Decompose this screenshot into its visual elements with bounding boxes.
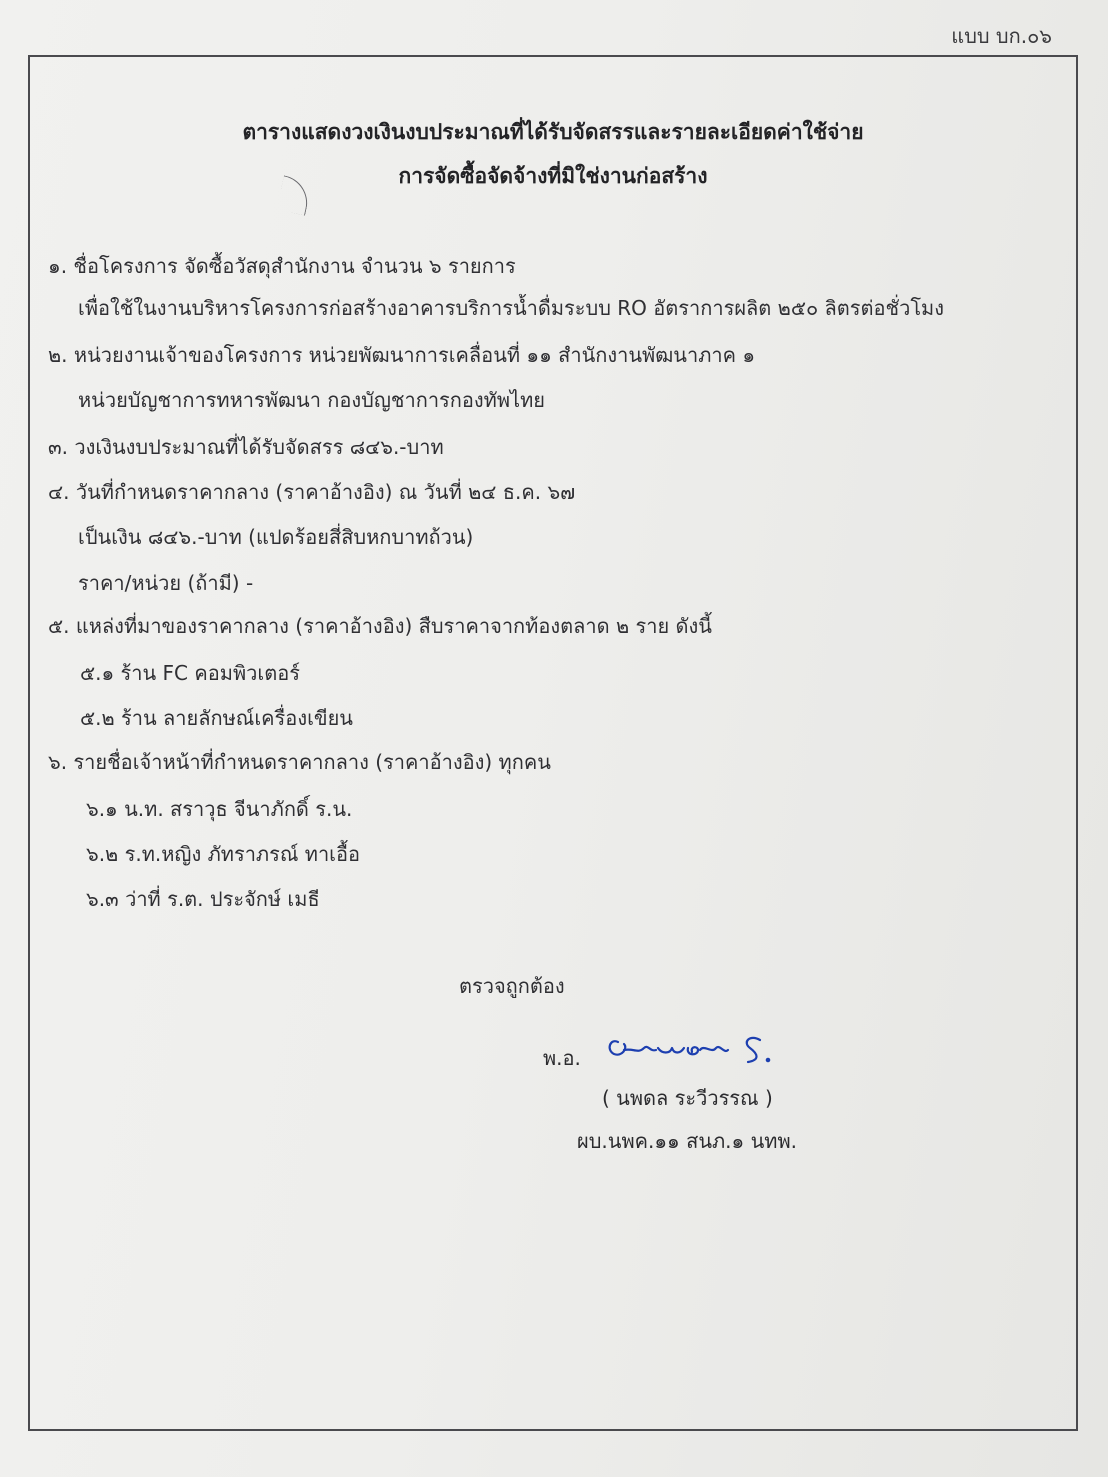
signer-position: ผบ.นพค.๑๑ สนภ.๑ นทพ. — [577, 1129, 797, 1153]
item-6-1-official: ๖.๑ น.ท. สราวุธ จีนาภักดิ์ ร.น. — [86, 797, 353, 821]
verified-text: ตรวจถูกต้อง — [459, 974, 565, 998]
item-6-3-official: ๖.๓ ว่าที่ ร.ต. ประจักษ์ เมธี — [86, 887, 320, 911]
signer-name: ( นพดล ระวีวรรณ ) — [602, 1086, 773, 1110]
handwritten-signature — [600, 1024, 780, 1074]
title-line-1: ตารางแสดงวงเงินงบประมาณที่ได้รับจัดสรรและรายละเอียดค่าใช้จ่าย — [242, 120, 864, 144]
title-line-2: การจัดซื้อจัดจ้างที่มิใช่งานก่อสร้าง — [398, 164, 708, 188]
form-code: แบบ บก.๐๖ — [951, 24, 1052, 48]
item-2-owner-command: หน่วยบัญชาการทหารพัฒนา กองบัญชาการกองทัพไทย — [78, 388, 546, 412]
item-6-officials: ๖. รายชื่อเจ้าหน้าที่กำหนดราคากลาง (ราคาอ้างอิง) ทุกคน — [48, 750, 551, 774]
item-1-purpose: เพื่อใช้ในงานบริหารโครงการก่อสร้างอาคารบริการน้ำดื่มระบบ RO อัตราการผลิต ๒๕๐ ลิตรต่อชั่วโมง — [78, 296, 945, 320]
item-6-2-official: ๖.๒ ร.ท.หญิง ภัทราภรณ์ ทาเอื้อ — [86, 842, 361, 866]
item-4-reference-date: ๔. วันที่กำหนดราคากลาง (ราคาอ้างอิง) ณ วันที่ ๒๔ ธ.ค. ๖๗ — [48, 480, 576, 504]
item-1-project-name: ๑. ชื่อโครงการ จัดซื้อวัสดุสำนักงาน จำนวน ๖ รายการ — [48, 254, 516, 278]
item-5-1-shop: ๕.๑ ร้าน FC คอมพิวเตอร์ — [80, 661, 300, 685]
item-3-budget: ๓. วงเงินงบประมาณที่ได้รับจัดสรร ๘๔๖.-บาท — [48, 435, 444, 459]
item-5-2-shop: ๕.๒ ร้าน ลายลักษณ์เครื่องเขียน — [80, 706, 353, 730]
item-5-price-source: ๕. แหล่งที่มาของราคากลาง (ราคาอ้างอิง) สืบราคาจากท้องตลาด ๒ ราย ดังนี้ — [48, 614, 712, 638]
item-2-owner-unit: ๒. หน่วยงานเจ้าของโครงการ หน่วยพัฒนาการเคลื่อนที่ ๑๑ สำนักงานพัฒนาภาค ๑ — [48, 343, 756, 367]
item-4-unit-price: ราคา/หน่วย (ถ้ามี) - — [78, 571, 254, 595]
item-4-amount: เป็นเงิน ๘๔๖.-บาท (แปดร้อยสี่สิบหกบาทถ้วน) — [78, 525, 474, 549]
signer-rank: พ.อ. — [543, 1046, 581, 1070]
